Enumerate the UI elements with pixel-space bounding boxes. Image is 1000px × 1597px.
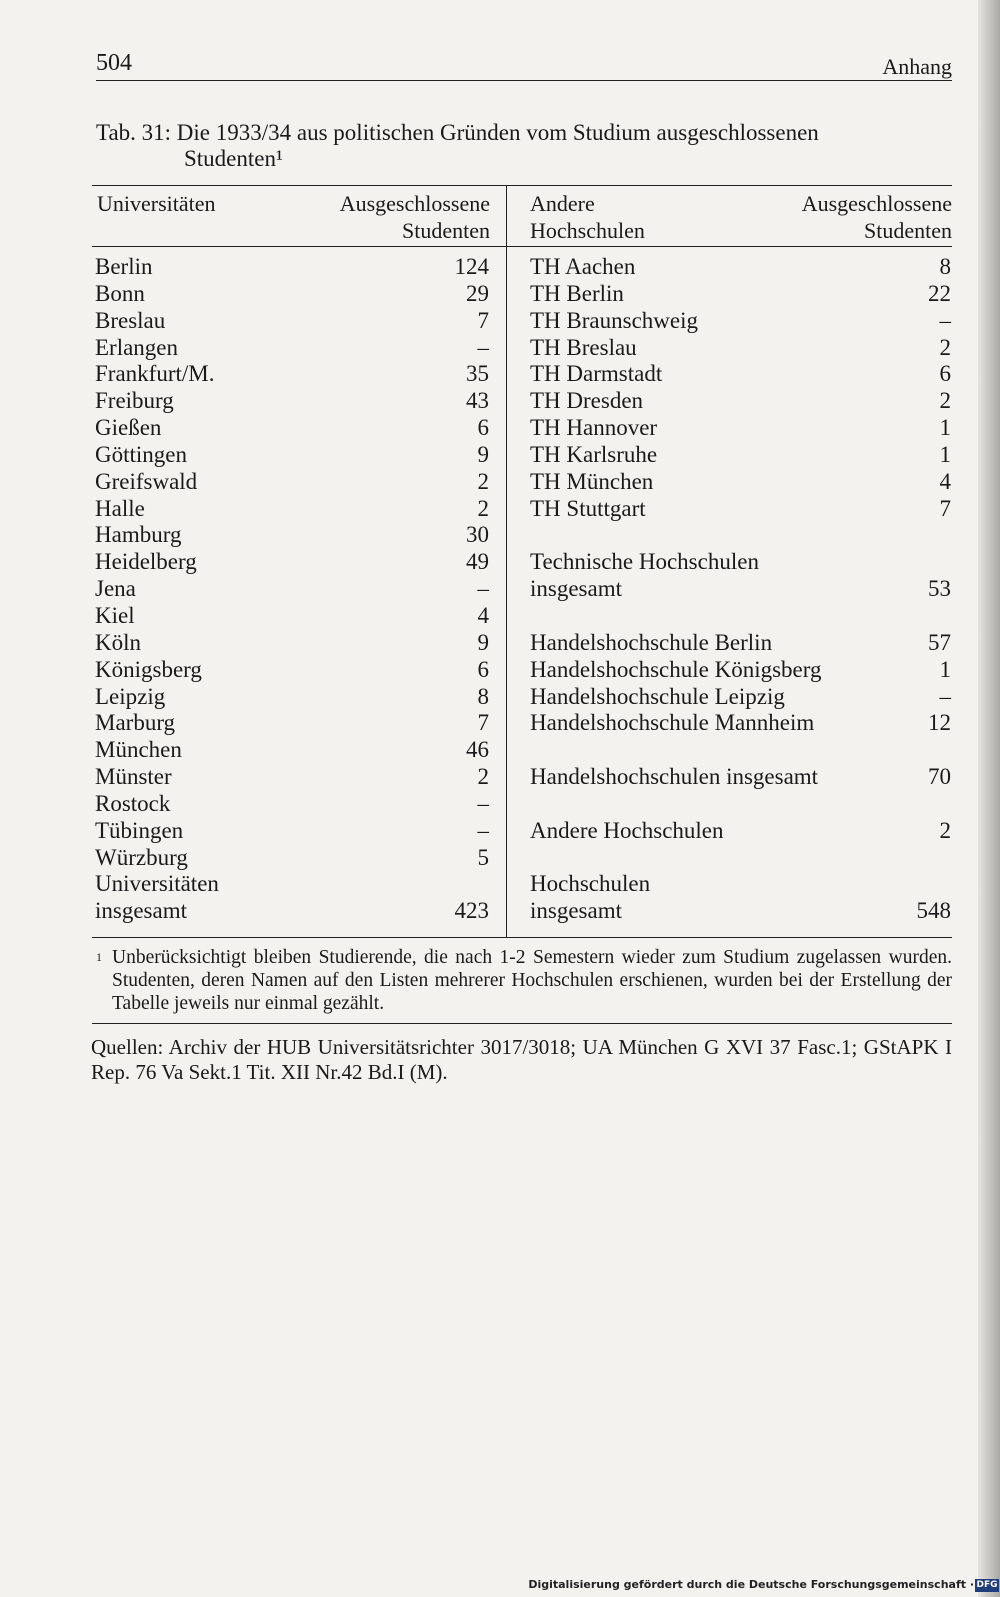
university-value: – <box>477 334 489 360</box>
university-name: Breslau <box>95 307 166 333</box>
university-name: Kiel <box>95 602 135 628</box>
hochschule-value: 2 <box>939 817 951 843</box>
university-name: Köln <box>95 629 141 655</box>
university-name: Göttingen <box>95 441 187 467</box>
university-value: – <box>477 790 489 816</box>
table-caption <box>96 120 952 172</box>
hochschule-name: Handelshochschule Berlin <box>530 629 773 655</box>
university-name: Tübingen <box>95 817 184 843</box>
university-value: 2 <box>477 468 489 494</box>
university-value: 2 <box>477 495 489 521</box>
hochschulen-total-label: insgesamt <box>530 898 622 924</box>
university-name: Hamburg <box>95 522 182 548</box>
university-value: 2 <box>477 764 489 790</box>
university-value: 7 <box>477 710 489 736</box>
hochschule-value: 1 <box>939 441 951 467</box>
hochschule-value: 22 <box>928 280 951 306</box>
hochschule-name: TH Breslau <box>530 334 637 360</box>
hochschule-name: TH Braunschweig <box>530 307 698 333</box>
table-bottom-rule <box>92 937 952 938</box>
hochschule-name: Handelshochschulen insgesamt <box>530 764 819 790</box>
university-value: 30 <box>466 522 489 548</box>
university-name: Frankfurt/M. <box>95 361 215 387</box>
page-edge-shadow <box>978 0 1000 1597</box>
university-value: 9 <box>477 629 489 655</box>
university-value: – <box>477 576 489 602</box>
hochschule-name: Handelshochschule Leipzig <box>530 683 785 709</box>
hochschule-value: 1 <box>939 656 951 682</box>
university-value: 6 <box>477 415 489 441</box>
university-name: Freiburg <box>95 388 174 414</box>
university-value: 35 <box>466 361 489 387</box>
header-other-hochschulen: Andere Hochschulen <box>530 191 645 243</box>
university-name: Würzburg <box>95 844 188 870</box>
university-value: 4 <box>477 602 489 628</box>
hochschule-name: TH Stuttgart <box>530 495 646 521</box>
university-name: Halle <box>95 495 145 521</box>
hochschule-value: – <box>939 307 951 333</box>
hochschule-name <box>530 522 822 549</box>
university-name: Erlangen <box>95 334 179 360</box>
hochschule-value: 53 <box>928 576 951 602</box>
sources-note: Quellen: Archiv der HUB Universitätsrichter 3017/3018; UA München G XVI 37 Fasc.1; GStAPK I Rep. 76 Va Sekt.1 Tit. XII Nr.42 Bd.I (M). <box>91 1035 952 1084</box>
university-name: Jena <box>95 576 136 602</box>
hochschulen-total-label: Hochschulen <box>530 871 651 897</box>
hochschule-name: Technische Hochschulen <box>530 549 759 575</box>
dfg-logo: DFG <box>976 1580 998 1590</box>
university-value: 7 <box>477 307 489 333</box>
hochschule-value: – <box>939 683 951 709</box>
university-name: München <box>95 737 182 763</box>
header-expelled-students-right: Ausgeschlossene Studenten <box>801 191 952 243</box>
universities-total-value: 423 <box>454 898 489 924</box>
hochschule-value <box>880 791 951 818</box>
university-value: 46 <box>466 737 489 763</box>
hochschule-value: 12 <box>928 710 951 736</box>
hochschule-value: 8 <box>939 254 951 279</box>
university-value: 5 <box>477 844 489 870</box>
hochschule-value: 1 <box>939 415 951 441</box>
digitization-credit: Digitalisierung gefördert durch die Deutsche Forschungsgemeinschaft · <box>528 1578 974 1591</box>
university-value: 43 <box>466 388 489 414</box>
university-value: 6 <box>477 656 489 682</box>
hochschule-names-column <box>530 254 822 925</box>
footnote-rule <box>92 1023 952 1024</box>
university-name: Gießen <box>95 415 162 441</box>
hochschulen-total-value: 548 <box>916 898 951 924</box>
caption-line-1: Tab. 31: Die 1933/34 aus politischen Gründen vom Studium ausgeschlossenen <box>96 120 819 145</box>
header-expelled-students-left: Ausgeschlossene Studenten <box>339 191 490 243</box>
hochschule-value <box>880 603 951 630</box>
hochschule-value <box>880 549 951 576</box>
university-name: Münster <box>95 764 172 790</box>
header-universities: Universitäten <box>97 191 216 216</box>
hochschule-name: TH Hannover <box>530 415 658 441</box>
hochschule-name: TH Karlsruhe <box>530 441 658 467</box>
hochschule-value <box>880 522 951 549</box>
universities-total-label: Universitäten <box>95 871 219 897</box>
hochschule-name: Handelshochschule Mannheim <box>530 710 815 736</box>
university-name: Leipzig <box>95 683 166 709</box>
university-value: 124 <box>454 254 489 279</box>
hochschule-name <box>530 603 822 630</box>
hochschule-name: Andere Hochschulen <box>530 817 724 843</box>
table-footnote <box>96 946 952 1015</box>
hochschule-value: 57 <box>928 629 951 655</box>
university-name: Königsberg <box>95 656 202 682</box>
hochschule-value: 70 <box>928 764 951 790</box>
university-name: Bonn <box>95 280 145 306</box>
hochschule-name <box>530 845 822 872</box>
hochschule-value: 4 <box>939 468 951 494</box>
caption-line-2: Studenten¹ <box>184 146 283 171</box>
hochschule-value <box>880 845 951 872</box>
university-value: 29 <box>466 280 489 306</box>
hochschule-value: 6 <box>939 361 951 387</box>
university-name: Heidelberg <box>95 549 197 575</box>
university-values-column <box>420 254 489 925</box>
hochschule-value <box>880 871 951 898</box>
university-name: Marburg <box>95 710 176 736</box>
hochschule-name: TH Dresden <box>530 388 644 414</box>
footnote-text: Unberücksichtigt bleiben Studierende, die nach 1-2 Semestern wieder zum Studium zugelassen wurden. Studenten, deren Namen auf den Listen mehrerer Hochschulen erschienen, wurden bei der Erstellung der Tabelle jeweils nur einmal gezählt. <box>112 947 952 1014</box>
page-number: 504 <box>96 50 132 76</box>
hochschule-value <box>880 737 951 764</box>
table-header-rule <box>92 246 952 247</box>
university-name: Rostock <box>95 790 171 816</box>
university-value: 9 <box>477 441 489 467</box>
hochschule-name: TH Aachen <box>530 254 636 279</box>
university-name: Berlin <box>95 254 153 279</box>
university-name: Greifswald <box>95 468 198 494</box>
hochschule-name: TH München <box>530 468 654 494</box>
table-column-divider <box>506 186 507 937</box>
hochschule-name: insgesamt <box>530 576 622 602</box>
universities-total-label: insgesamt <box>95 898 187 924</box>
university-value: 49 <box>466 549 489 575</box>
hochschule-value: 7 <box>939 495 951 521</box>
university-value <box>420 871 489 898</box>
university-value: 8 <box>477 683 489 709</box>
running-head: Anhang <box>882 54 952 79</box>
university-names-column <box>95 254 219 925</box>
hochschule-name: TH Berlin <box>530 280 624 306</box>
table-top-rule <box>92 185 952 186</box>
hochschule-name <box>530 791 822 818</box>
footnote-marker: 1 <box>96 950 102 964</box>
hochschule-name: TH Darmstadt <box>530 361 663 387</box>
hochschule-name <box>530 737 822 764</box>
hochschule-value: 2 <box>939 388 951 414</box>
hochschule-values-column <box>880 254 951 925</box>
hochschule-value: 2 <box>939 334 951 360</box>
hochschule-name: Handelshochschule Königsberg <box>530 656 822 682</box>
header-rule <box>96 80 952 81</box>
university-value: – <box>477 817 489 843</box>
